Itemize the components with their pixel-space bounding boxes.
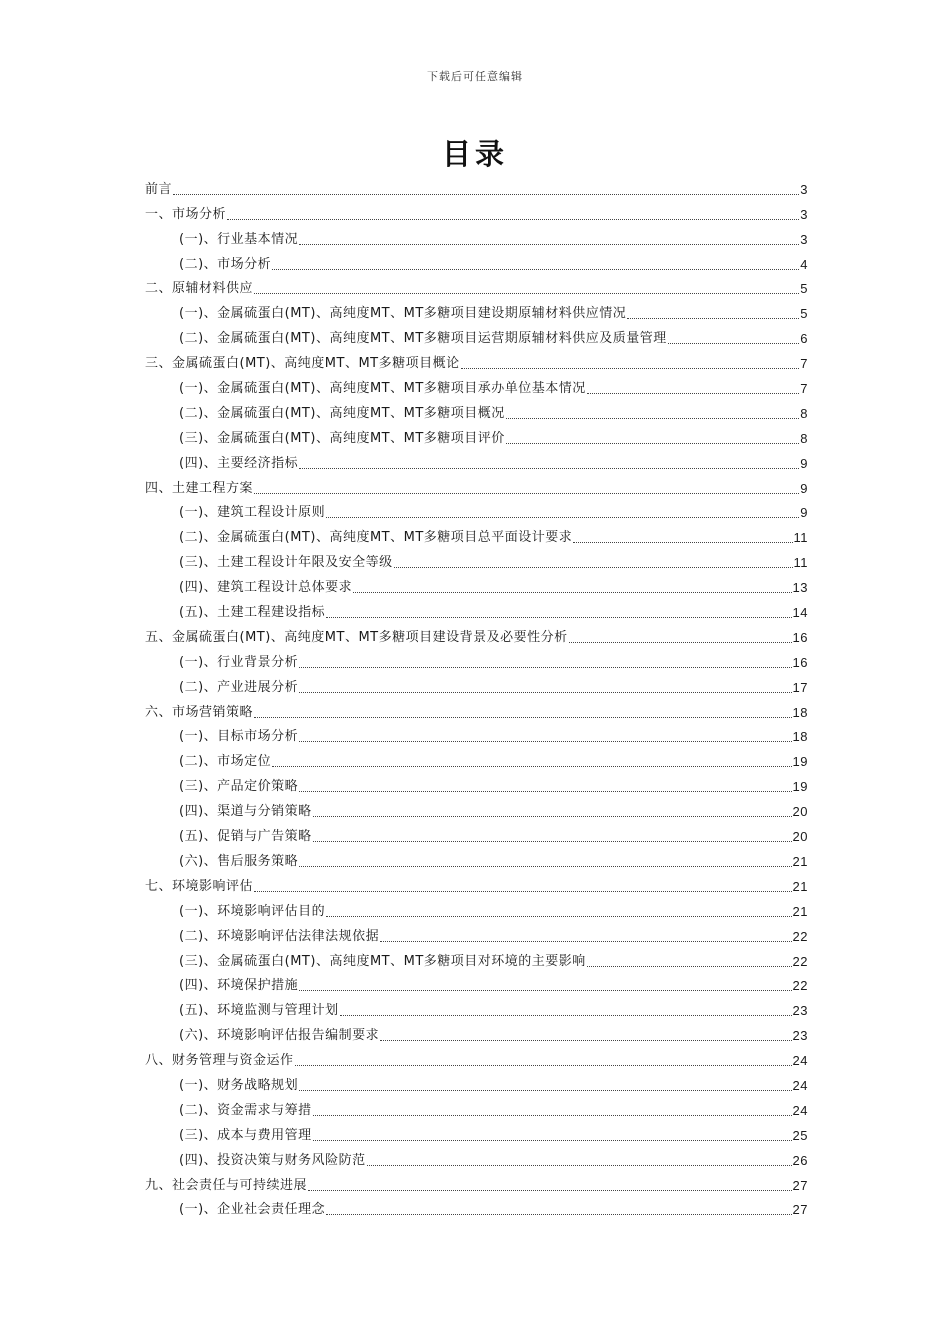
toc-entry-page-number: 20 xyxy=(792,829,808,845)
toc-entry-label: (一)、行业基本情况 xyxy=(179,231,299,247)
toc-entry-page-number: 22 xyxy=(792,978,808,994)
toc-entry-label: (一)、财务战略规划 xyxy=(179,1077,299,1093)
dot-leader xyxy=(313,1115,792,1116)
toc-entry-page-number: 23 xyxy=(792,1003,808,1019)
toc-entry-label: (三)、金属硫蛋白(MT)、高纯度MT、MT多糖项目评价 xyxy=(179,430,505,446)
toc-entry[interactable] xyxy=(145,298,808,323)
toc-entry-label: (一)、行业背景分析 xyxy=(179,654,299,670)
toc-entry[interactable] xyxy=(145,498,808,523)
toc-entry-page-number: 25 xyxy=(792,1127,808,1143)
toc-entry-page-number: 14 xyxy=(792,605,808,621)
toc-entry-page-number: 3 xyxy=(800,231,808,247)
dot-leader xyxy=(313,816,792,817)
toc-entry[interactable] xyxy=(145,647,808,672)
toc-entry[interactable] xyxy=(145,199,808,224)
toc-entry-label: (二)、金属硫蛋白(MT)、高纯度MT、MT多糖项目运营期原辅材料供应及质量管理 xyxy=(179,331,667,347)
dot-leader xyxy=(326,1214,791,1215)
toc-entry-label: 六、市场营销策略 xyxy=(145,704,254,720)
dot-leader xyxy=(299,692,791,693)
toc-entry-page-number: 22 xyxy=(792,928,808,944)
toc-entry[interactable] xyxy=(145,373,808,398)
toc-entry[interactable] xyxy=(145,796,808,821)
dot-leader xyxy=(254,293,799,294)
dot-leader xyxy=(299,741,791,742)
toc-entry[interactable] xyxy=(145,746,808,771)
toc-entry-label: 九、社会责任与可持续进展 xyxy=(145,1177,308,1193)
toc-entry-label: (三)、产品定价策略 xyxy=(179,779,299,795)
toc-entry[interactable] xyxy=(145,398,808,423)
toc-entry[interactable] xyxy=(145,722,808,747)
dot-leader xyxy=(272,269,799,270)
dot-leader xyxy=(587,966,792,967)
dot-leader xyxy=(627,318,799,319)
toc-entry-label: (一)、金属硫蛋白(MT)、高纯度MT、MT多糖项目承办单位基本情况 xyxy=(179,381,586,397)
toc-entry-label: (一)、金属硫蛋白(MT)、高纯度MT、MT多糖项目建设期原辅材料供应情况 xyxy=(179,306,627,322)
toc-entry[interactable] xyxy=(145,522,808,547)
dot-leader xyxy=(173,194,799,195)
toc-entry[interactable] xyxy=(145,473,808,498)
toc-entry-page-number: 5 xyxy=(800,306,808,322)
toc-entry-page-number: 19 xyxy=(792,779,808,795)
dot-leader xyxy=(506,418,800,419)
dot-leader xyxy=(254,891,792,892)
toc-entry-page-number: 8 xyxy=(800,430,808,446)
toc-entry-label: (五)、土建工程建设指标 xyxy=(179,605,326,621)
toc-entry-label: 三、金属硫蛋白(MT)、高纯度MT、MT多糖项目概论 xyxy=(145,356,460,372)
toc-entry-page-number: 6 xyxy=(800,331,808,347)
toc-entry-page-number: 11 xyxy=(793,555,808,571)
toc-entry[interactable] xyxy=(145,995,808,1020)
toc-entry-label: (六)、售后服务策略 xyxy=(179,853,299,869)
toc-entry-label: (六)、环境影响评估报告编制要求 xyxy=(179,1028,380,1044)
toc-entry-label: (二)、资金需求与筹措 xyxy=(179,1102,312,1118)
dot-leader xyxy=(254,717,792,718)
toc-entry-label: 二、原辅材料供应 xyxy=(145,281,254,297)
toc-entry[interactable] xyxy=(145,224,808,249)
dot-leader xyxy=(380,941,791,942)
toc-entry-page-number: 19 xyxy=(792,754,808,770)
dot-leader xyxy=(326,617,791,618)
toc-entry-label: (四)、环境保护措施 xyxy=(179,978,299,994)
page-header: 下载后可任意编辑 xyxy=(427,70,523,83)
toc-entry-page-number: 17 xyxy=(792,679,808,695)
toc-entry[interactable] xyxy=(145,697,808,722)
toc-entry-label: 八、财务管理与资金运作 xyxy=(145,1053,294,1069)
toc-entry-label: (一)、企业社会责任理念 xyxy=(179,1202,326,1218)
dot-leader xyxy=(394,567,793,568)
toc-entry-page-number: 24 xyxy=(792,1053,808,1069)
dot-leader xyxy=(340,1015,792,1016)
dot-leader xyxy=(461,368,800,369)
dot-leader xyxy=(299,791,791,792)
toc-entry[interactable] xyxy=(145,249,808,274)
toc-entry-label: (三)、土建工程设计年限及安全等级 xyxy=(179,555,393,571)
toc-entry-page-number: 24 xyxy=(792,1102,808,1118)
toc-entry[interactable] xyxy=(145,1120,808,1145)
dot-leader xyxy=(569,642,792,643)
toc-entry-label: 五、金属硫蛋白(MT)、高纯度MT、MT多糖项目建设背景及必要性分析 xyxy=(145,629,568,645)
toc-entry[interactable] xyxy=(145,323,808,348)
toc-entry[interactable] xyxy=(145,921,808,946)
toc-entry-page-number: 3 xyxy=(800,206,808,222)
toc-entry-label: (三)、金属硫蛋白(MT)、高纯度MT、MT多糖项目对环境的主要影响 xyxy=(179,953,586,969)
toc-entry-page-number: 24 xyxy=(792,1077,808,1093)
toc-entry[interactable] xyxy=(145,1095,808,1120)
toc-entry[interactable] xyxy=(145,348,808,373)
toc-entry-page-number: 7 xyxy=(800,381,808,397)
toc-entry-label: (四)、投资决策与财务风险防范 xyxy=(179,1152,366,1168)
toc-entry[interactable] xyxy=(145,597,808,622)
toc-entry-page-number: 27 xyxy=(792,1177,808,1193)
dot-leader xyxy=(299,1090,791,1091)
dot-leader xyxy=(326,517,799,518)
toc-entry-page-number: 16 xyxy=(792,654,808,670)
dot-leader xyxy=(227,219,799,220)
dot-leader xyxy=(668,343,800,344)
toc-entry[interactable] xyxy=(145,1170,808,1195)
toc-entry-page-number: 23 xyxy=(792,1028,808,1044)
toc-entry[interactable] xyxy=(145,771,808,796)
toc-entry-page-number: 3 xyxy=(800,181,808,197)
dot-leader xyxy=(254,493,799,494)
dot-leader xyxy=(272,766,791,767)
toc-entry-page-number: 21 xyxy=(792,878,808,894)
toc-entry-label: (二)、金属硫蛋白(MT)、高纯度MT、MT多糖项目概况 xyxy=(179,405,505,421)
toc-entry-page-number: 21 xyxy=(792,903,808,919)
toc-entry[interactable] xyxy=(145,1045,808,1070)
toc-title: 目录 xyxy=(441,137,508,171)
dot-leader xyxy=(380,1040,791,1041)
toc-entry[interactable] xyxy=(145,871,808,896)
toc-entry[interactable] xyxy=(145,622,808,647)
dot-leader xyxy=(308,1190,792,1191)
toc-entry-label: (五)、促销与广告策略 xyxy=(179,829,312,845)
toc-entry-page-number: 8 xyxy=(800,405,808,421)
toc-entry[interactable] xyxy=(145,821,808,846)
toc-entry-page-number: 7 xyxy=(800,356,808,372)
dot-leader xyxy=(299,990,791,991)
toc-entry-label: (一)、目标市场分析 xyxy=(179,729,299,745)
dot-leader xyxy=(326,916,791,917)
toc-entry[interactable] xyxy=(145,896,808,921)
toc-entry[interactable] xyxy=(145,1195,808,1220)
toc-entry-page-number: 18 xyxy=(792,704,808,720)
toc-entry-page-number: 22 xyxy=(792,953,808,969)
toc-entry-label: (一)、建筑工程设计原则 xyxy=(179,505,326,521)
dot-leader xyxy=(299,244,799,245)
toc-entry-page-number: 11 xyxy=(793,530,808,546)
toc-entry-page-number: 9 xyxy=(800,455,808,471)
toc-entry-page-number: 13 xyxy=(792,580,808,596)
toc-entry[interactable] xyxy=(145,1070,808,1095)
toc-entry[interactable] xyxy=(145,1145,808,1170)
dot-leader xyxy=(313,1140,792,1141)
toc-entry-label: 七、环境影响评估 xyxy=(145,878,254,894)
toc-entry-label: (二)、金属硫蛋白(MT)、高纯度MT、MT多糖项目总平面设计要求 xyxy=(179,530,573,546)
toc-entry[interactable] xyxy=(145,971,808,996)
toc-entry-page-number: 26 xyxy=(792,1152,808,1168)
toc-entry-label: (三)、成本与费用管理 xyxy=(179,1127,312,1143)
toc-entry-label: (二)、环境影响评估法律法规依据 xyxy=(179,928,380,944)
toc-entry-label: (一)、环境影响评估目的 xyxy=(179,903,326,919)
toc-entry[interactable] xyxy=(145,846,808,871)
toc-entry-label: (二)、市场定位 xyxy=(179,754,272,770)
toc-entry-page-number: 21 xyxy=(792,853,808,869)
dot-leader xyxy=(299,667,791,668)
toc-entry-label: (五)、环境监测与管理计划 xyxy=(179,1003,339,1019)
toc-entry[interactable] xyxy=(145,274,808,299)
dot-leader xyxy=(353,592,791,593)
toc-entry-label: (二)、产业进展分析 xyxy=(179,679,299,695)
dot-leader xyxy=(573,542,792,543)
toc-entry-label: 前言 xyxy=(145,181,173,197)
dot-leader xyxy=(367,1165,792,1166)
dot-leader xyxy=(299,866,791,867)
toc-entry-page-number: 9 xyxy=(800,480,808,496)
toc-entry-page-number: 9 xyxy=(800,505,808,521)
toc-entry[interactable] xyxy=(145,423,808,448)
toc-entry-label: (四)、渠道与分销策略 xyxy=(179,804,312,820)
toc-entry[interactable] xyxy=(145,672,808,697)
dot-leader xyxy=(506,443,800,444)
toc-entry-label: (四)、主要经济指标 xyxy=(179,455,299,471)
toc-entry[interactable] xyxy=(145,1020,808,1045)
toc-entry-page-number: 5 xyxy=(800,281,808,297)
dot-leader xyxy=(299,468,799,469)
table-of-contents xyxy=(145,174,808,1219)
toc-entry-label: 一、市场分析 xyxy=(145,206,227,222)
toc-entry[interactable] xyxy=(145,572,808,597)
toc-entry-page-number: 20 xyxy=(792,804,808,820)
dot-leader xyxy=(587,393,800,394)
toc-entry-label: 四、土建工程方案 xyxy=(145,480,254,496)
dot-leader xyxy=(295,1065,792,1066)
toc-entry[interactable] xyxy=(145,174,808,199)
toc-entry-page-number: 16 xyxy=(792,629,808,645)
toc-entry[interactable] xyxy=(145,547,808,572)
toc-entry-label: (四)、建筑工程设计总体要求 xyxy=(179,580,353,596)
toc-entry[interactable] xyxy=(145,946,808,971)
toc-entry-page-number: 4 xyxy=(800,256,808,272)
toc-entry-label: (二)、市场分析 xyxy=(179,256,272,272)
dot-leader xyxy=(313,841,792,842)
toc-entry-page-number: 27 xyxy=(792,1202,808,1218)
toc-entry[interactable] xyxy=(145,448,808,473)
toc-entry-page-number: 18 xyxy=(792,729,808,745)
